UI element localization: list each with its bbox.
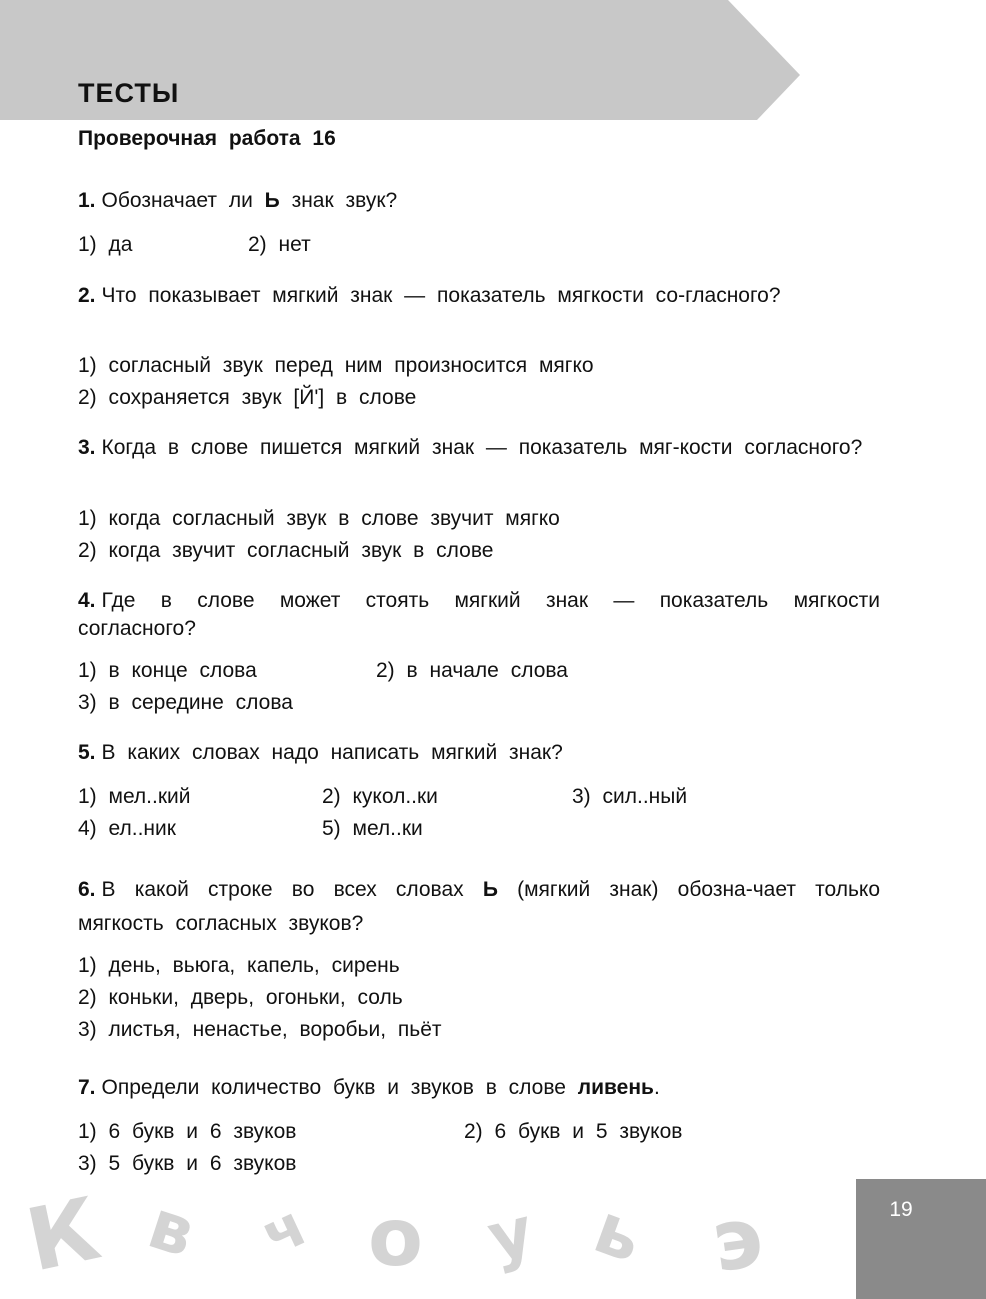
answer-option: 1) в конце слова xyxy=(78,659,257,682)
answer-option: 1) согласный звук перед ним произносится мягко xyxy=(78,354,594,377)
section-title: ТЕСТЫ xyxy=(78,78,180,108)
target-word: ливень xyxy=(577,1076,654,1099)
answer-option: 1) день, вьюга, капель, сирень xyxy=(78,954,400,977)
page-number-tab xyxy=(856,1179,986,1299)
question-number: 3. xyxy=(78,436,96,459)
soft-sign-letter: Ь xyxy=(482,878,498,901)
answer-option: 2) сохраняется звук [Й'] в слове xyxy=(78,386,417,409)
soft-sign-letter: Ь xyxy=(264,189,280,212)
question-number: 7. xyxy=(78,1076,96,1099)
answer-option: 5) мел..ки xyxy=(322,817,423,840)
answer-option: 2) нет xyxy=(248,233,311,256)
answer-option: 2) в начале слова xyxy=(376,659,568,682)
question-6: 6. В какой строке во всех словах Ь (мягкий знак) обозна-чает только мягкость согласных звуков? xyxy=(78,878,881,935)
decorative-letter: э xyxy=(705,1187,769,1292)
decorative-letter: о xyxy=(368,1191,423,1284)
decorative-letter: ь xyxy=(583,1186,654,1280)
answer-option: 2) когда звучит согласный звук в слове xyxy=(78,539,494,562)
question-number: 6. xyxy=(78,878,96,901)
answer-option: 3) листья, ненастье, воробьи, пьёт xyxy=(78,1018,442,1041)
question-number: 2. xyxy=(78,284,96,307)
question-2: 2. Что показывает мягкий знак — показатель мягкости со-гласного? xyxy=(78,284,781,307)
question-4: 4. Где в слове может стоять мягкий знак — показатель мягкости согласного? xyxy=(78,589,880,640)
decorative-letter: у xyxy=(480,1191,541,1278)
question-1: 1. Обозначает ли Ь знак звук? xyxy=(78,189,398,212)
question-number: 5. xyxy=(78,741,96,764)
answer-option: 2) 6 букв и 5 звуков xyxy=(464,1120,683,1143)
question-7: 7. Определи количество букв и звуков в слове ливень. xyxy=(78,1076,660,1099)
answer-option: 3) в середине слова xyxy=(78,691,293,714)
answer-option: 1) мел..кий xyxy=(78,785,191,808)
question-5: 5. В каких словах надо написать мягкий знак? xyxy=(78,741,563,764)
decorative-letter: в xyxy=(138,1185,205,1274)
decorative-letters xyxy=(0,1175,850,1299)
answer-option: 1) 6 букв и 6 звуков xyxy=(78,1120,297,1143)
test-subtitle: Проверочная работа 16 xyxy=(78,127,336,150)
decorative-letter: К xyxy=(18,1179,109,1292)
answer-option: 4) ел..ник xyxy=(78,817,176,840)
decorative-letter: ч xyxy=(251,1190,317,1270)
question-number: 1. xyxy=(78,189,96,212)
answer-option: 1) когда согласный звук в слове звучит мягко xyxy=(78,507,560,530)
answer-option: 3) сил..ный xyxy=(572,785,688,808)
answer-option: 2) коньки, дверь, огоньки, соль xyxy=(78,986,403,1009)
answer-option: 2) кукол..ки xyxy=(322,785,438,808)
answer-option: 1) да xyxy=(78,233,133,256)
page-number: 19 xyxy=(889,1198,913,1221)
answer-option: 3) 5 букв и 6 звуков xyxy=(78,1152,297,1175)
question-number: 4. xyxy=(78,589,96,612)
question-3: 3. Когда в слове пишется мягкий знак — показатель мяг-кости согласного? xyxy=(78,436,863,459)
